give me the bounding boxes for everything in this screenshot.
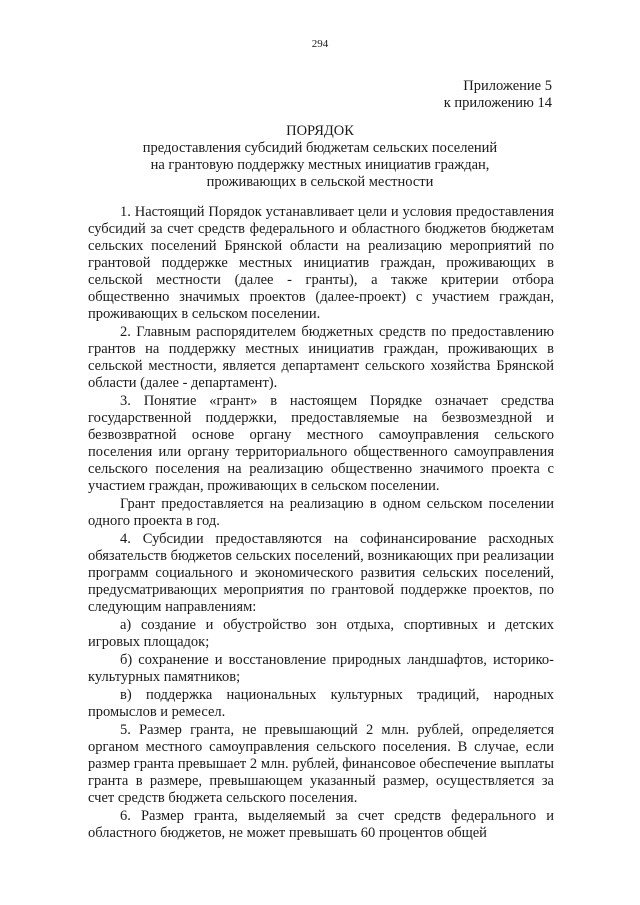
page-number: 294 [311,38,329,50]
title-line-3: проживающих в сельской местности [206,174,434,190]
paragraph-6: 6. Размер гранта, выделяемый за счет средств федерального и областного бюджетов, не может превышать 60 процентов общей [88,808,554,841]
document-title [0,123,640,191]
paragraph-2: 2. Главным распорядителем бюджетных средств по предоставлению грантов на поддержку местных инициатив граждан, проживающих в сельской местности, является департамент сельского хозяйства Брянской области (далее - департамент). [88,324,554,391]
title-line-2: на грантовую поддержку местных инициатив граждан, [150,157,490,173]
paragraph-grant-note: Грант предоставляется на реализацию в одном сельском поселении одного проекта в год. [88,496,554,529]
paragraph-3: 3. Понятие «грант» в настоящем Порядке означает средства государственной поддержки, предоставляемые на безвозмездной и безвозвратной основе органу местного самоуправления сельского поселения или органу территориального общественного самоуправления сельского поселения на реализацию общественно значимого проекта с участием граждан, проживающих в сельском поселении. [88,393,554,494]
appendix-line-1: Приложение 5 [463,78,552,94]
paragraph-5: 5. Размер гранта, не превышающий 2 млн. рублей, определяется органом местного самоуправления сельского поселения. В случае, если размер гранта превышает 2 млн. рублей, финансовое обеспечение выплаты гранта в размере, превышающем указанный размер, осуществляется за счет средств бюджета сельского поселения. [88,722,554,806]
paragraph-4: 4. Субсидии предоставляются на софинансирование расходных обязательств бюджетов сельских поселений, возникающих при реализации программ социального и экономического развития сельских поселений, предусматривающих мероприятия по грантовой поддержке проектов, по следующим направлениям: [88,531,554,615]
paragraph-4a: а) создание и обустройство зон отдыха, спортивных и детских игровых площадок; [88,617,554,650]
appendix-reference [444,78,552,112]
paragraph-4c: в) поддержка национальных культурных традиций, народных промыслов и ремесел. [88,687,554,720]
title-heading: ПОРЯДОК [286,123,354,139]
document-body [88,204,554,842]
title-line-1: предоставления субсидий бюджетам сельских поселений [142,140,498,156]
paragraph-1: 1. Настоящий Порядок устанавливает цели и условия предоставления субсидий за счет средств федерального и областного бюджетов бюджетам сельских поселений Брянской области на реализацию мероприятий по грантовой поддержке местных инициатив граждан, проживающих в сельской местности (далее - гранты), а также критерии отбора общественно значимых проектов (далее-проект) с участием граждан, проживающих в сельском поселении. [88,204,554,322]
paragraph-4b: б) сохранение и восстановление природных ландшафтов, историко-культурных памятников; [88,652,554,685]
appendix-line-2: к приложению 14 [443,95,552,111]
